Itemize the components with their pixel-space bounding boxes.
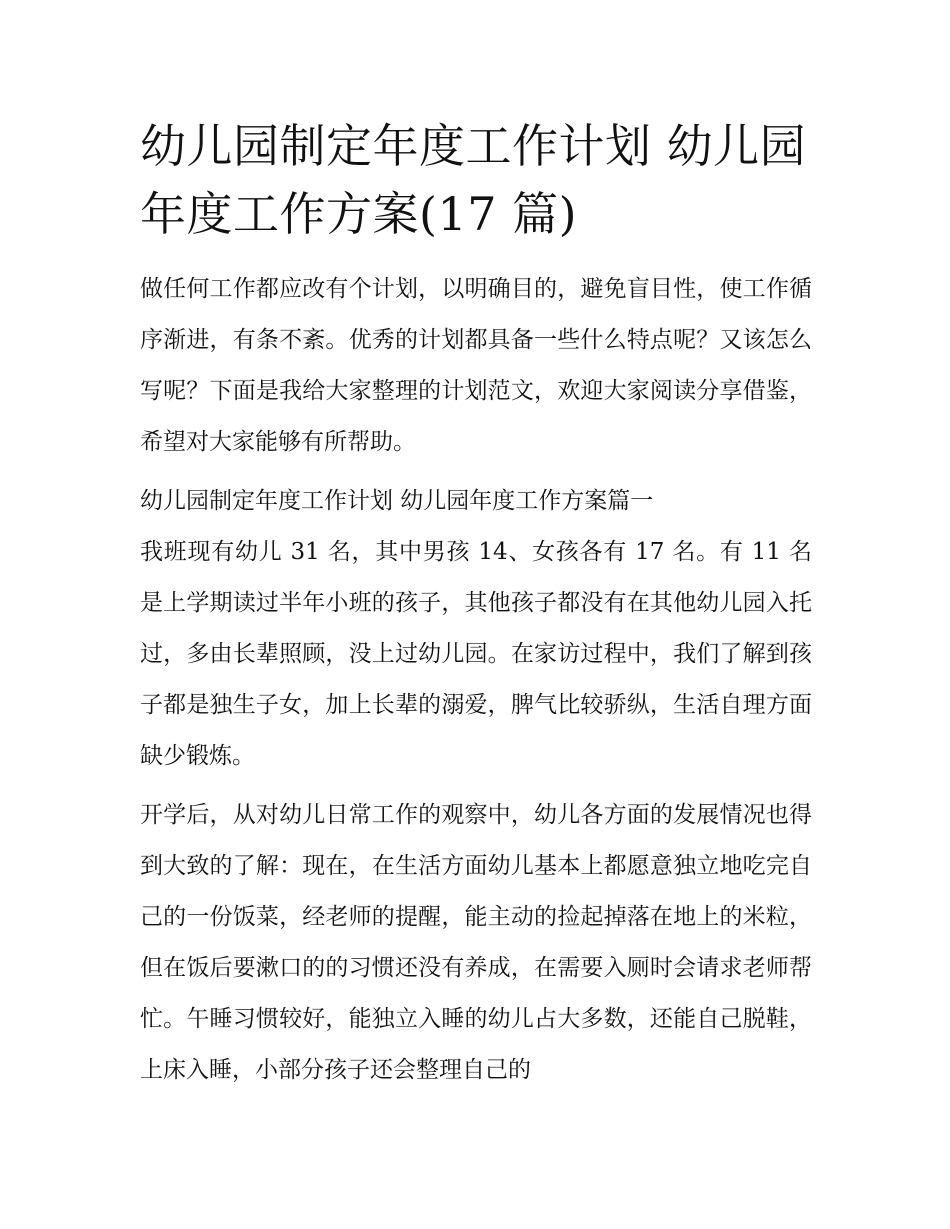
document-title: 幼儿园制定年度工作计划 幼儿园年度工作方案(17 篇) [140, 119, 807, 241]
body-paragraph: 开学后，从对幼儿日常工作的观察中，幼儿各方面的发展情况也得到大致的了解：现在，在生活方面幼儿基本上都愿意独立地吃完自己的一份饭菜，经老师的提醒，能主动的捡起掉落在地上的米粒，但在饭后要漱口的的习惯还没有养成，在需要入厕时会请求老师帮忙。午睡习惯较好，能独立入睡的幼儿占大多数，还能自己脱鞋，上床入睡，小部分孩子还会整理自己的 [140, 802, 812, 1083]
intro-paragraph: 做任何工作都应改有个计划，以明确目的，避免盲目性，使工作循序渐进，有条不紊。优秀的计划都具备一些什么特点呢？又该怎么写呢？下面是我给大家整理的计划范文，欢迎大家阅读分享借鉴，希望对大家能够有所帮助。 [140, 276, 812, 455]
section-heading: 幼儿园制定年度工作计划 幼儿园年度工作方案篇一 [140, 488, 654, 514]
document-page [140, 112, 812, 1104]
body-paragraph: 我班现有幼儿 31 名，其中男孩 14、女孩各有 17 名。有 11 名是上学期读过半年小班的孩子，其他孩子都没有在其他幼儿园入托过，多由长辈照顾，没上过幼儿园。在家访过程中，我们了解到孩子都是独生子女，加上长辈的溺爱，脾气比较骄纵，生活自理方面缺少锻炼。 [140, 539, 812, 769]
